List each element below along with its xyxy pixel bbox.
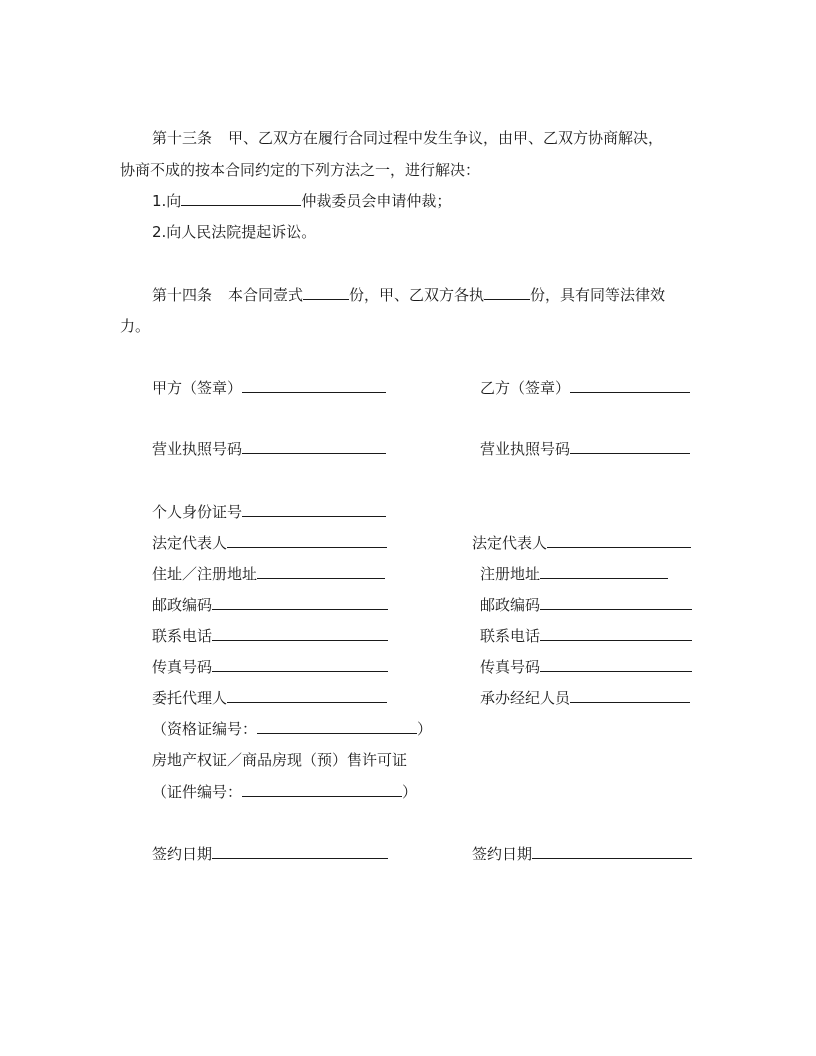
article13-line2 bbox=[120, 160, 480, 180]
party-b-broker-row bbox=[480, 688, 690, 708]
party-b-license-row bbox=[480, 439, 690, 459]
party-b-phone-blank[interactable] bbox=[540, 626, 692, 641]
party-b-postcode-blank[interactable] bbox=[540, 595, 692, 610]
party-a-id-label: 个人身份证号 bbox=[152, 503, 243, 521]
party-a-fax-label: 传真号码 bbox=[152, 658, 213, 676]
article14-line1 bbox=[152, 285, 665, 305]
copies-each-blank[interactable] bbox=[484, 285, 530, 300]
party-b-address-blank[interactable] bbox=[540, 564, 668, 579]
party-a-agent-row bbox=[152, 688, 387, 708]
party-b-address-row bbox=[480, 564, 668, 584]
party-a-date-row bbox=[152, 844, 388, 864]
party-b-address-label: 注册地址 bbox=[480, 565, 541, 583]
party-a-date-blank[interactable] bbox=[212, 844, 388, 859]
article14-text-a: 本合同壹式 bbox=[228, 286, 304, 304]
party-a-phone-label: 联系电话 bbox=[152, 627, 213, 645]
party-b-sign-label: 乙方（签章） bbox=[480, 379, 571, 397]
party-a-sign-label: 甲方（签章） bbox=[152, 379, 243, 397]
party-a-qualification-label: （资格证编号： bbox=[152, 720, 258, 738]
party-b-fax-blank[interactable] bbox=[540, 657, 692, 672]
party-a-postcode-label: 邮政编码 bbox=[152, 596, 213, 614]
party-b-date-row bbox=[472, 844, 692, 864]
party-a-postcode-blank[interactable] bbox=[212, 595, 388, 610]
article14-text-b: 份，甲、乙双方各执 bbox=[349, 286, 485, 304]
party-a-fax-blank[interactable] bbox=[212, 657, 388, 672]
party-b-fax-label: 传真号码 bbox=[480, 658, 541, 676]
party-a-license-blank[interactable] bbox=[242, 439, 386, 454]
party-b-sign-blank[interactable] bbox=[570, 378, 690, 393]
party-a-certificate-no-blank[interactable] bbox=[242, 782, 402, 797]
party-a-agent-label: 委托代理人 bbox=[152, 689, 228, 707]
party-b-date-label: 签约日期 bbox=[472, 845, 533, 863]
article13-option1 bbox=[152, 191, 451, 211]
party-b-phone-label: 联系电话 bbox=[480, 627, 541, 645]
option1-prefix: 1.向 bbox=[152, 192, 182, 210]
party-a-certificate-no-row bbox=[152, 782, 417, 802]
party-b-sign-row bbox=[480, 378, 690, 398]
article13-text2: 协商不成的按本合同约定的下列方法之一，进行解决： bbox=[120, 161, 481, 179]
party-a-license-label: 营业执照号码 bbox=[152, 440, 243, 458]
article13-heading: 第十三条 bbox=[152, 129, 213, 147]
party-a-agent-blank[interactable] bbox=[227, 688, 387, 703]
party-b-postcode-label: 邮政编码 bbox=[480, 596, 541, 614]
party-a-qualification-row bbox=[152, 719, 432, 739]
article13-text1: 甲、乙双方在履行合同过程中发生争议，由甲、乙双方协商解决， bbox=[228, 129, 664, 147]
party-a-legal-rep-row bbox=[152, 533, 387, 553]
party-a-qualification-blank[interactable] bbox=[257, 719, 417, 734]
party-b-date-blank[interactable] bbox=[532, 844, 692, 859]
option1-suffix: 仲裁委员会申请仲裁； bbox=[301, 192, 452, 210]
party-a-sign-row bbox=[152, 378, 386, 398]
party-a-license-row bbox=[152, 439, 386, 459]
option2-text: 2.向人民法院提起诉讼。 bbox=[152, 223, 317, 241]
party-b-broker-label: 承办经纪人员 bbox=[480, 689, 571, 707]
article14-text-c: 份，具有同等法律效 bbox=[530, 286, 666, 304]
party-a-sign-blank[interactable] bbox=[242, 378, 386, 393]
party-a-date-label: 签约日期 bbox=[152, 845, 213, 863]
party-a-legal-rep-label: 法定代表人 bbox=[152, 534, 228, 552]
party-a-fax-row bbox=[152, 657, 388, 677]
party-b-fax-row bbox=[480, 657, 692, 677]
party-b-legal-rep-row bbox=[472, 533, 691, 553]
party-b-postcode-row bbox=[480, 595, 692, 615]
article14-heading: 第十四条 bbox=[152, 286, 213, 304]
party-a-certificate-no-label: （证件编号： bbox=[152, 783, 243, 801]
article14-line2 bbox=[120, 316, 150, 336]
party-b-legal-rep-blank[interactable] bbox=[547, 533, 691, 548]
article13-line1 bbox=[152, 128, 663, 148]
party-a-id-blank[interactable] bbox=[242, 502, 386, 517]
party-b-license-label: 营业执照号码 bbox=[480, 440, 571, 458]
party-b-license-blank[interactable] bbox=[570, 439, 690, 454]
party-a-certificate-label: 房地产权证／商品房现（预）售许可证 bbox=[152, 751, 408, 769]
party-a-address-blank[interactable] bbox=[257, 564, 385, 579]
party-a-phone-blank[interactable] bbox=[212, 626, 388, 641]
party-a-phone-row bbox=[152, 626, 388, 646]
party-a-qualification-close: ） bbox=[417, 720, 433, 738]
party-b-legal-rep-label: 法定代表人 bbox=[472, 534, 548, 552]
party-a-legal-rep-blank[interactable] bbox=[227, 533, 387, 548]
article13-option2 bbox=[152, 222, 316, 242]
party-a-address-row bbox=[152, 564, 385, 584]
party-a-certificate-row bbox=[152, 750, 407, 770]
party-a-address-label: 住址／注册地址 bbox=[152, 565, 258, 583]
article14-text-d: 力。 bbox=[120, 317, 151, 335]
arbitration-committee-blank[interactable] bbox=[181, 191, 301, 206]
copies-total-blank[interactable] bbox=[303, 285, 349, 300]
party-a-id-row bbox=[152, 502, 386, 522]
party-b-broker-blank[interactable] bbox=[570, 688, 690, 703]
party-b-phone-row bbox=[480, 626, 692, 646]
party-a-certificate-no-close: ） bbox=[402, 783, 418, 801]
party-a-postcode-row bbox=[152, 595, 388, 615]
